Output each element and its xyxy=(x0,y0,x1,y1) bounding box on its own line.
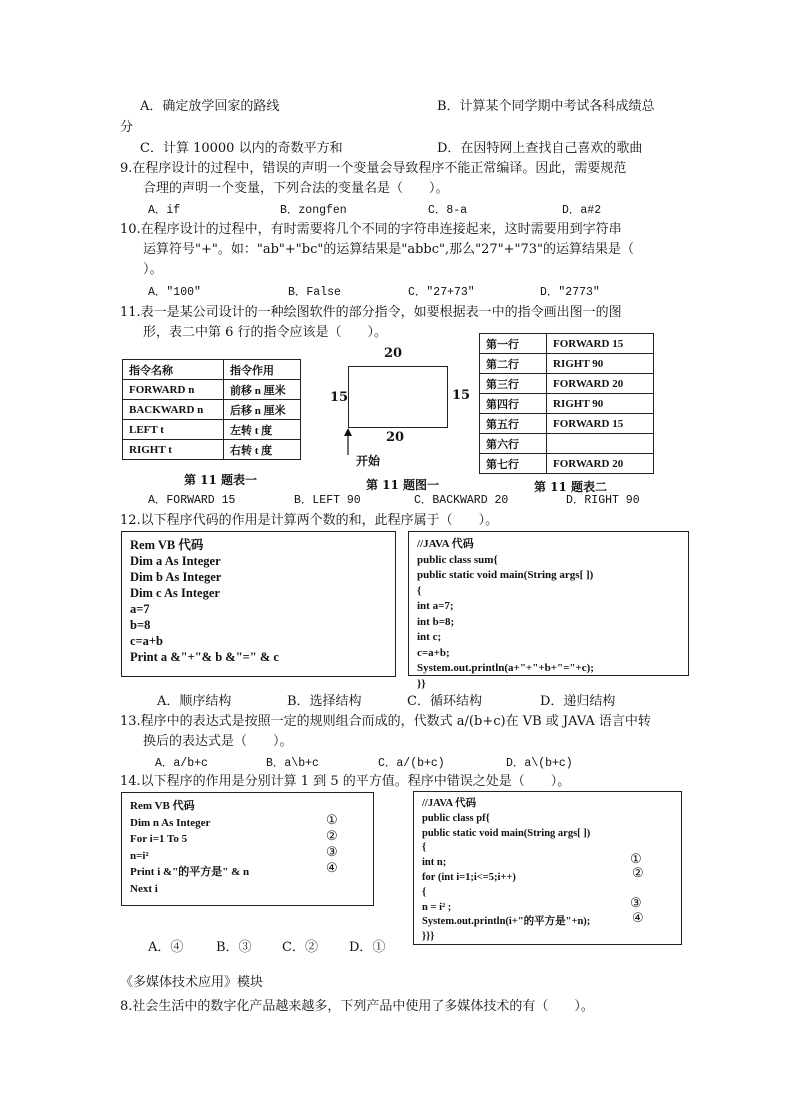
table-row xyxy=(480,454,654,474)
code-line: Print i &"的平方是" & n xyxy=(130,866,250,878)
table2-cell: FORWARD 15 xyxy=(547,334,654,354)
code-line: System.out.println(i+"的平方是"+n); xyxy=(422,916,591,928)
table1-cell: BACKWARD n xyxy=(123,400,224,420)
q11-stem-line1: 11.表一是某公司设计的一种绘图软件的部分指令，如要根据表一中的指令画出图一的图 xyxy=(120,305,622,320)
table2-cell: 第七行 xyxy=(480,454,547,474)
q12-java-code xyxy=(417,537,594,692)
q10-option-d: D．"2773" xyxy=(540,286,600,299)
table1-header-effect: 指令作用 xyxy=(224,360,301,380)
q14-java-code xyxy=(422,797,590,945)
q14-option-a: A．④ xyxy=(148,940,184,955)
code-line: Rem VB 代码 xyxy=(130,538,204,552)
table2-cell: 第一行 xyxy=(480,334,547,354)
table2-cell: RIGHT 90 xyxy=(547,394,654,414)
table2-cell: 第二行 xyxy=(480,354,547,374)
figure-label-top: 20 xyxy=(384,346,403,361)
table-row xyxy=(480,374,654,394)
vb-marker-4: ④ xyxy=(326,861,338,876)
q9-option-a: A．if xyxy=(148,204,181,217)
table2-cell: FORWARD 20 xyxy=(547,374,654,394)
q8-option-b-wrap: 分 xyxy=(120,120,134,135)
java-marker-1: ① xyxy=(630,852,642,867)
code-line: Rem VB 代码 xyxy=(130,800,195,812)
q8-option-d: D．在因特网上查找自己喜欢的歌曲 xyxy=(437,141,643,156)
vb-marker-2: ② xyxy=(326,829,338,844)
q14-vb-code xyxy=(130,798,249,897)
table2-cell: 第三行 xyxy=(480,374,547,394)
code-line: { xyxy=(417,584,422,597)
code-line: c=a+b xyxy=(130,634,163,648)
code-line: { xyxy=(422,842,427,854)
q11-option-c: C．BACKWARD 20 xyxy=(414,494,509,507)
code-line: Next i xyxy=(130,882,158,895)
q11-figure-rectangle xyxy=(348,366,448,428)
q9-stem-line1: 9.在程序设计的过程中，错误的声明一个变量会导致程序不能正常编译。因此，需要规范 xyxy=(120,161,627,176)
code-line: a=7 xyxy=(130,602,150,616)
code-line: }} xyxy=(417,677,426,690)
code-line: Print a &"+"& b &"=" & c xyxy=(130,650,279,664)
start-arrow-icon xyxy=(342,428,354,456)
table-row xyxy=(123,420,301,440)
code-line: int b=8; xyxy=(417,615,455,628)
q8-option-c: C．计算 10000 以内的奇数平方和 xyxy=(140,141,343,156)
vb-marker-3: ③ xyxy=(326,845,338,860)
table1-cell: 前移 n 厘米 xyxy=(224,380,301,400)
code-line: For i=1 To 5 xyxy=(130,833,188,845)
q9-option-b: B．zongfen xyxy=(280,204,347,217)
table-row xyxy=(123,380,301,400)
q14-option-b: B．③ xyxy=(216,940,252,955)
table-row xyxy=(480,354,654,374)
q11-option-a: A．FORWARD 15 xyxy=(148,494,236,507)
q12-option-a: A．顺序结构 xyxy=(157,694,232,709)
vb-marker-1: ① xyxy=(326,813,338,828)
table-row xyxy=(480,414,654,434)
q10-option-b: B．False xyxy=(288,286,341,299)
table1-cell: 后移 n 厘米 xyxy=(224,400,301,420)
q10-stem-line1: 10.在程序设计的过程中，有时需要将几个不同的字符串连接起来，这时需要用到字符串 xyxy=(120,222,622,237)
q13-option-b: B．a\b+c xyxy=(266,757,319,770)
java-marker-3: ③ xyxy=(630,896,642,911)
code-line: Dim n As Integer xyxy=(130,816,211,829)
q10-option-a: A．"100" xyxy=(148,286,201,299)
code-line: int c; xyxy=(417,631,442,643)
q13-option-d: D．a\(b+c) xyxy=(506,757,573,770)
q12-option-b: B．选择结构 xyxy=(287,694,362,709)
q12-stem: 12.以下程序代码的作用是计算两个数的和，此程序属于（ ）。 xyxy=(120,513,499,528)
q14-option-d: D．① xyxy=(349,940,386,955)
q13-stem-line1: 13.程序中的表达式是按照一定的规则组合而成的，代数式 a/(b+c)在 VB 或 JAVA 语言中转 xyxy=(120,714,651,729)
code-line: public static void main(String args[ ]) xyxy=(422,827,591,839)
table2-cell: FORWARD 20 xyxy=(547,454,654,474)
q11-table2-caption: 第 11 题表二 xyxy=(534,480,608,494)
table1-cell: FORWARD n xyxy=(123,380,224,400)
table-row xyxy=(123,400,301,420)
code-line: Dim a As Integer xyxy=(130,554,221,568)
code-line: //JAVA 代码 xyxy=(422,798,477,809)
code-line: b=8 xyxy=(130,618,151,632)
q9-option-c: C．8-a xyxy=(428,204,468,217)
q13-stem-line2: 换后的表达式是（ ）。 xyxy=(143,734,293,749)
q10-stem-line3: ）。 xyxy=(143,262,163,277)
table1-cell: RIGHT t xyxy=(123,440,224,460)
q12-option-d: D．递归结构 xyxy=(540,694,616,709)
code-line: n=i² xyxy=(130,849,149,862)
q11-table2 xyxy=(479,333,654,474)
code-line: Dim b As Integer xyxy=(130,570,222,584)
code-line: public class pf{ xyxy=(422,812,490,824)
q11-option-d: D．RIGHT 90 xyxy=(566,494,640,507)
table2-cell: FORWARD 15 xyxy=(547,414,654,434)
q11-stem-line2: 形，表二中第 6 行的指令应该是（ ）。 xyxy=(143,325,388,340)
table-row xyxy=(480,334,654,354)
q11-option-b: B．LEFT 90 xyxy=(294,494,361,507)
q10-option-c: C．"27+73" xyxy=(408,286,475,299)
table-row xyxy=(480,434,654,454)
table2-cell xyxy=(547,434,654,454)
figure-start-label: 开始 xyxy=(356,454,381,468)
code-line: for (int i=1;i<=5;i++) xyxy=(422,871,516,883)
figure-label-bottom: 20 xyxy=(386,430,405,445)
table1-cell: 左转 t 度 xyxy=(224,420,301,440)
code-line: { xyxy=(422,886,427,898)
multimedia-q8-stem: 8.社会生活中的数字化产品越来越多，下列产品中使用了多媒体技术的有（ ）。 xyxy=(120,999,594,1014)
table-row xyxy=(123,440,301,460)
code-line: int n; xyxy=(422,857,447,869)
table2-cell: 第六行 xyxy=(480,434,547,454)
figure-label-right: 15 xyxy=(452,388,471,403)
q12-vb-code xyxy=(130,537,279,665)
q11-table1-caption: 第 11 题表一 xyxy=(184,473,258,487)
table2-cell: 第五行 xyxy=(480,414,547,434)
q13-option-c: C．a/(b+c) xyxy=(378,757,445,770)
q9-option-d: D．a#2 xyxy=(562,204,602,217)
q8-option-a: A．确定放学回家的路线 xyxy=(140,99,280,114)
q8-option-b: B．计算某个同学期中考试各科成绩总 xyxy=(437,99,655,114)
q9-stem-line2: 合理的声明一个变量，下列合法的变量名是（ ）。 xyxy=(143,181,449,196)
q11-table1 xyxy=(122,359,301,460)
java-marker-2: ② xyxy=(632,866,644,881)
table1-cell: 右转 t 度 xyxy=(224,440,301,460)
code-line: n = i² ; xyxy=(422,901,452,913)
table1-header-name: 指令名称 xyxy=(123,360,224,380)
code-line: }}} xyxy=(422,931,435,943)
code-line: System.out.println(a+"+"+b+"="+c); xyxy=(417,662,594,674)
q14-option-c: C．② xyxy=(282,940,318,955)
code-line: //JAVA 代码 xyxy=(417,538,474,550)
code-line: public class sum{ xyxy=(417,553,498,566)
code-line: public static void main(String args[ ]) xyxy=(417,569,594,581)
code-line: Dim c As Integer xyxy=(130,586,220,600)
q12-option-c: C．循环结构 xyxy=(407,694,482,709)
code-line: int a=7; xyxy=(417,600,454,612)
table1-cell: LEFT t xyxy=(123,420,224,440)
code-line: c=a+b; xyxy=(417,646,450,659)
q10-stem-line2: 运算符号"+"。如："ab"+"bc"的运算结果是"abbc",那么"27"+"73"的运算结果是（ xyxy=(143,242,634,257)
q13-option-a: A．a/b+c xyxy=(155,757,208,770)
table-row xyxy=(480,394,654,414)
table2-cell: RIGHT 90 xyxy=(547,354,654,374)
table2-cell: 第四行 xyxy=(480,394,547,414)
java-marker-4: ④ xyxy=(632,911,644,926)
module-heading: 《多媒体技术应用》模块 xyxy=(120,975,264,990)
q14-stem: 14.以下程序的作用是分别计算 1 到 5 的平方值。程序中错误之处是（ ）。 xyxy=(120,774,571,789)
figure-label-left: 15 xyxy=(330,390,349,405)
q11-figure-caption: 第 11 题图一 xyxy=(366,478,440,492)
